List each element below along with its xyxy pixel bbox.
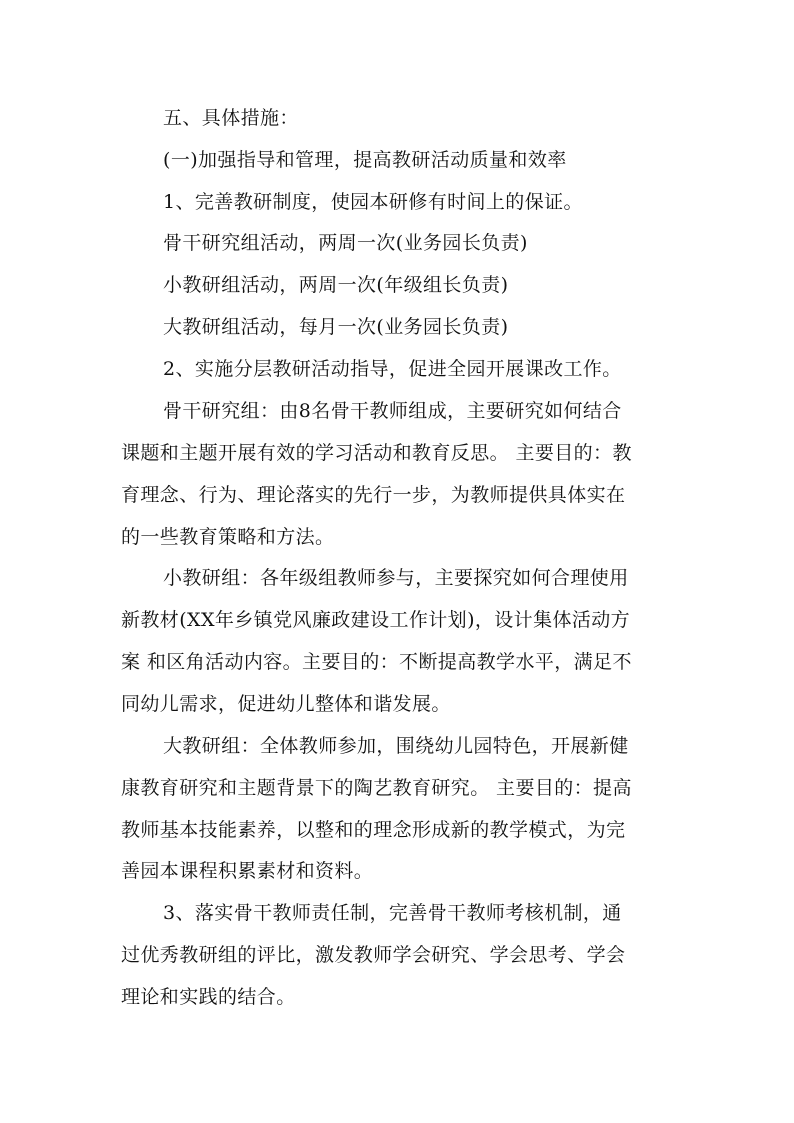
small-group-paragraph-line: 案 和区角活动内容。主要目的：不断提高教学水平，满足不 — [121, 651, 632, 673]
subsection-heading: (一)加强指导和管理，提高教研活动质量和效率 — [163, 149, 567, 171]
small-group-paragraph-line: 小教研组：各年级组教师参与，主要探究如何合理使用 — [163, 567, 629, 589]
large-group-paragraph-line: 教师基本技能素养，以整和的理念形成新的教学模式，为完 — [121, 819, 626, 841]
item-3-paragraph-line: 3、落实骨干教师责任制，完善骨干教师考核机制，通 — [163, 902, 622, 924]
item-3-paragraph-line: 理论和实践的结合。 — [121, 986, 296, 1008]
core-group-paragraph-line: 课题和主题开展有效的学习活动和教育反思。 主要目的：教 — [121, 442, 632, 464]
section-heading: 五、具体措施： — [163, 107, 299, 129]
large-group-paragraph-line: 康教育研究和主题背景下的陶艺教育研究。 主要目的：提高 — [121, 777, 632, 799]
small-group-paragraph-line: 新教材(XX年乡镇党风廉政建设工作计划)，设计集体活动方 — [121, 609, 631, 631]
small-group-paragraph-line: 同幼儿需求，促进幼儿整体和谐发展。 — [121, 693, 451, 715]
item-1: 1、完善教研制度，使园本研修有时间上的保证。 — [163, 191, 583, 213]
large-group-paragraph-line: 善园本课程积累素材和资料。 — [121, 860, 374, 882]
schedule-line: 骨干研究组活动，两周一次(业务园长负责) — [163, 232, 528, 254]
core-group-paragraph-line: 的一些教育策略和方法。 — [121, 526, 335, 548]
core-group-paragraph-line: 骨干研究组：由8名骨干教师组成，主要研究如何结合 — [163, 400, 622, 422]
schedule-line: 小教研组活动，两周一次(年级组长负责) — [163, 274, 509, 296]
core-group-paragraph-line: 育理念、行为、理论落实的先行一步，为教师提供具体实在 — [121, 484, 626, 506]
schedule-line: 大教研组活动，每月一次(业务园长负责) — [163, 316, 509, 338]
large-group-paragraph-line: 大教研组：全体教师参加，围绕幼儿园特色，开展新健 — [163, 735, 629, 757]
item-3-paragraph-line: 过优秀教研组的评比，激发教师学会研究、学会思考、学会 — [121, 944, 626, 966]
item-2: 2、实施分层教研活动指导，促进全园开展课改工作。 — [163, 358, 622, 380]
